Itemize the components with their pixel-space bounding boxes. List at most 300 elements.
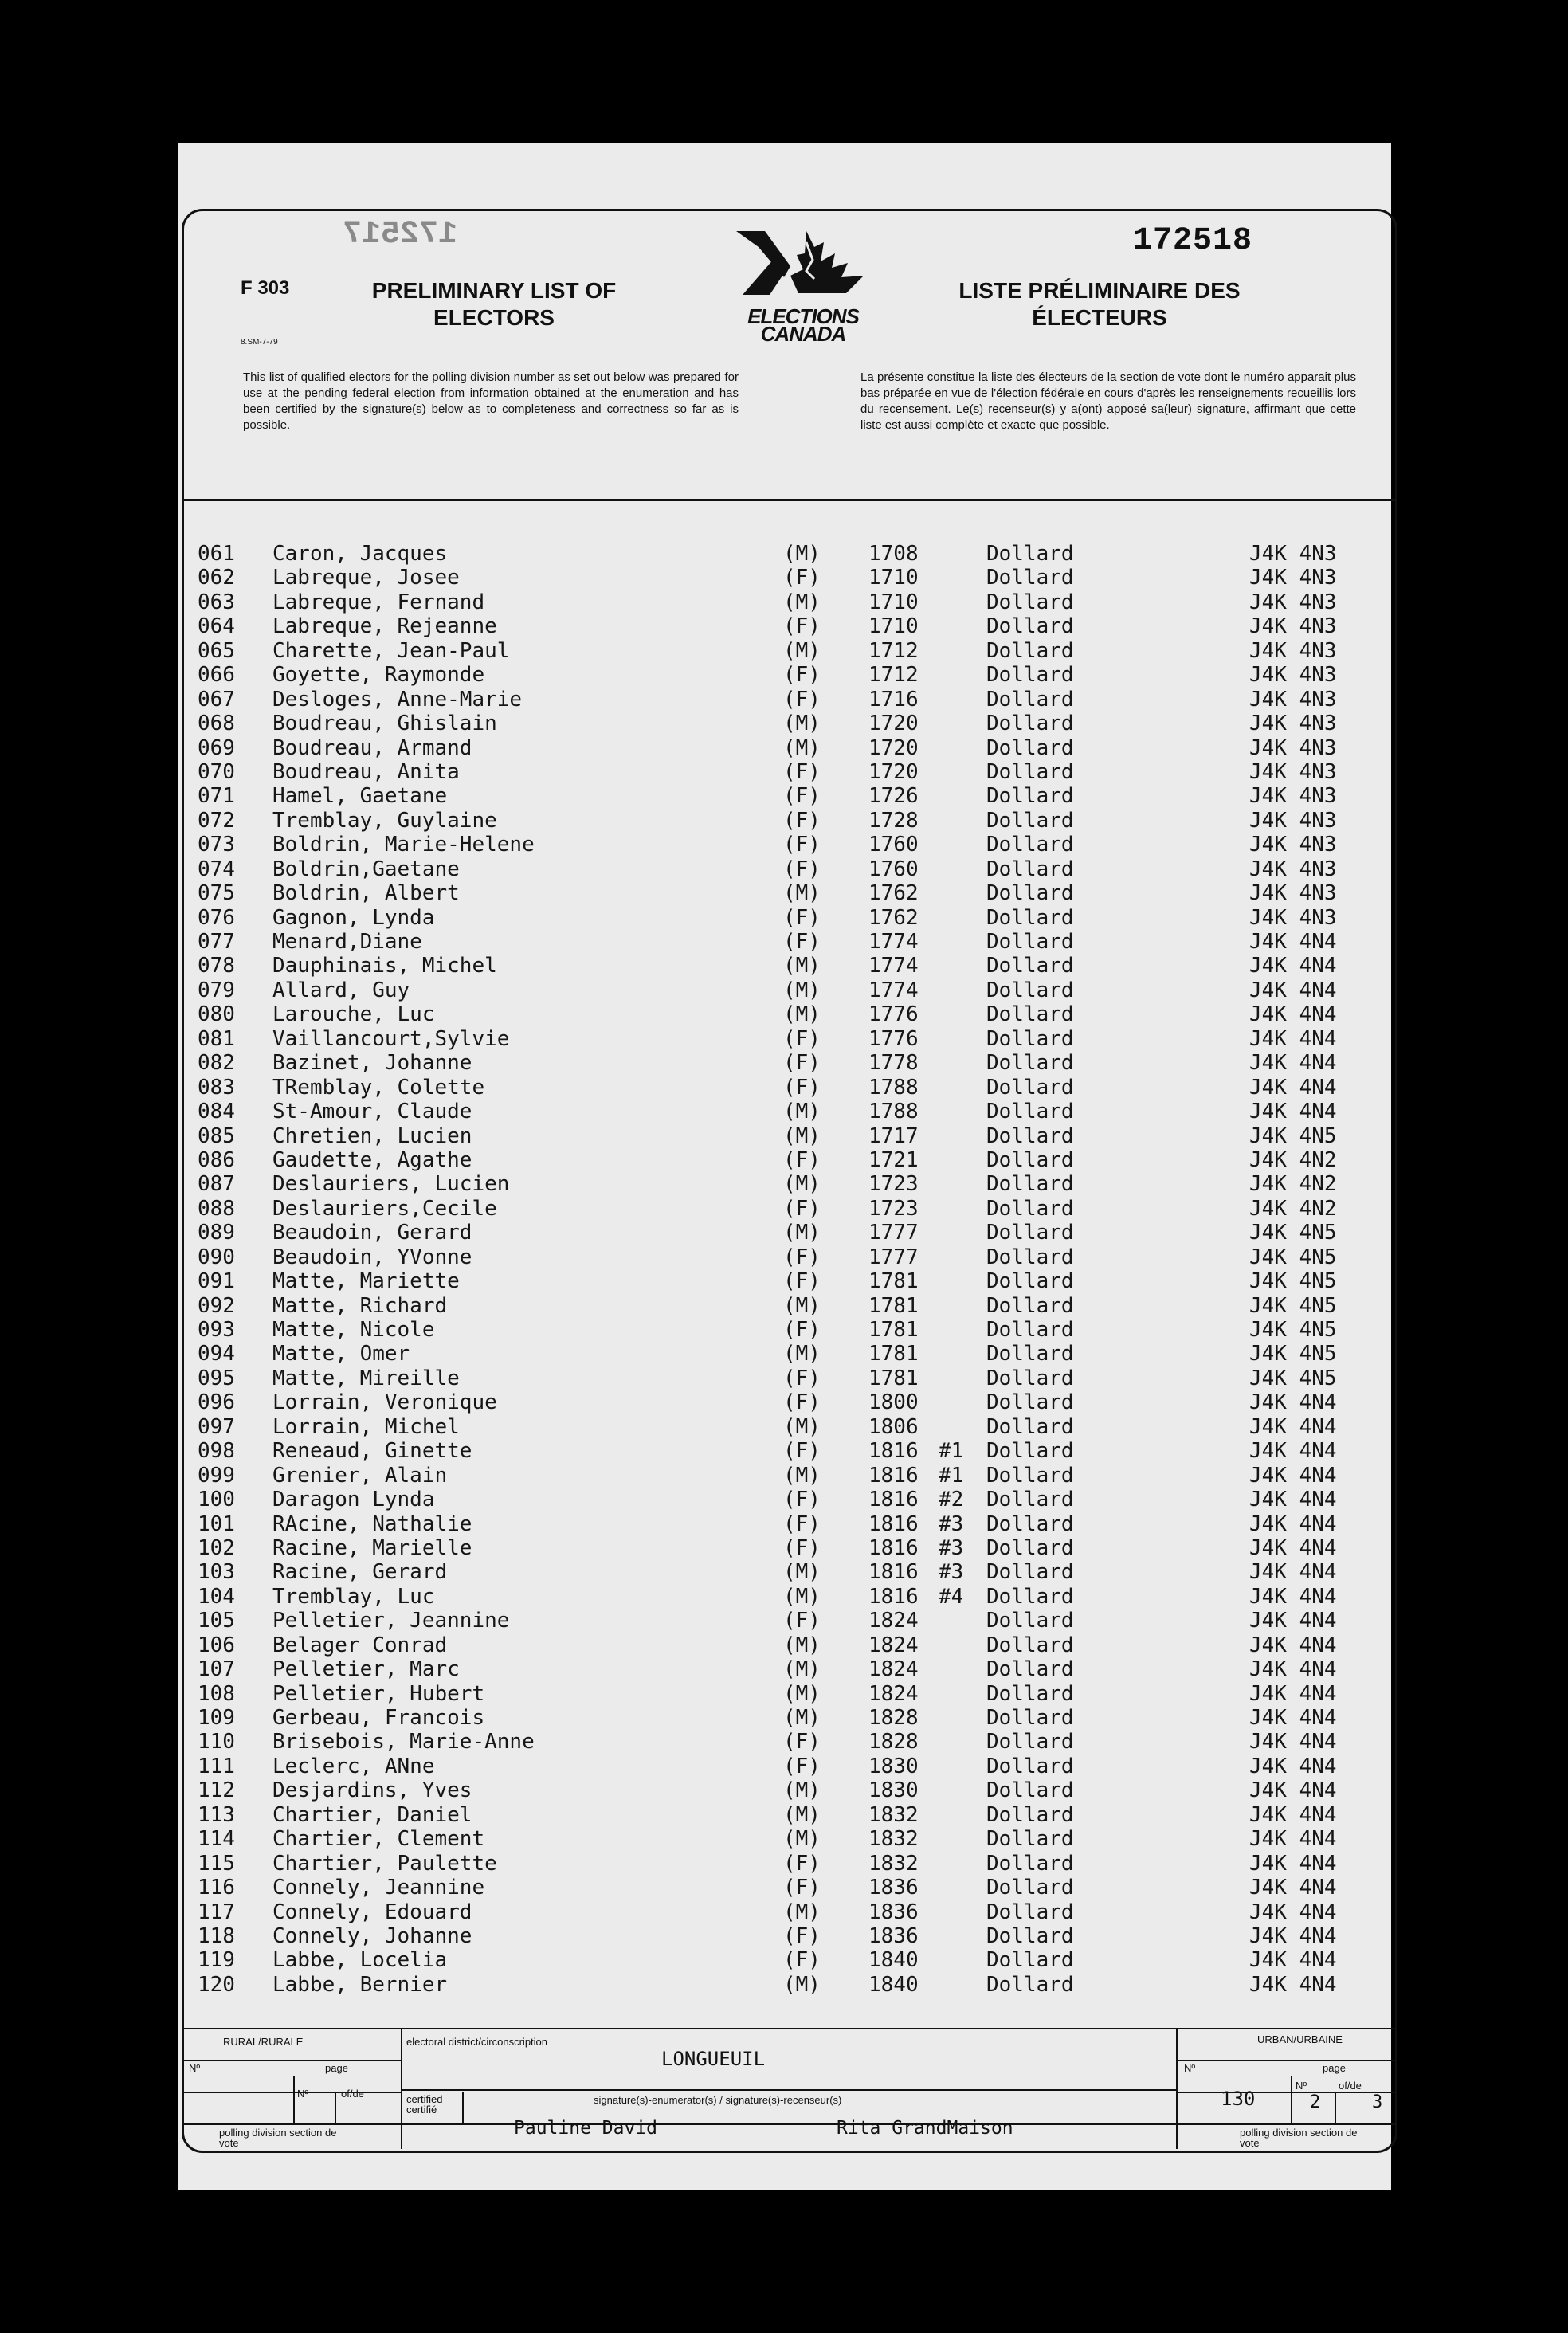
rural-page-label: page [325, 2062, 348, 2074]
elector-name: Labreque, Fernand [272, 590, 485, 614]
elector-sex: (M) [783, 1584, 821, 1609]
elector-sex: (M) [783, 1414, 821, 1439]
elector-row [198, 1924, 1377, 1948]
elector-row [198, 1682, 1377, 1706]
elector-sex: (F) [783, 1269, 821, 1294]
civic-number: 1762 [868, 905, 919, 930]
title-english: PRELIMINARY LIST OF ELECTORS [371, 278, 617, 330]
street-name: Dollard [986, 1535, 1074, 1560]
elector-name: Beaudoin, Gerard [272, 1221, 472, 1245]
elector-name: Bazinet, Johanne [272, 1051, 472, 1076]
elector-name: Gaudette, Agathe [272, 1147, 472, 1172]
elector-name: Racine, Marielle [272, 1535, 472, 1560]
elector-number: 106 [198, 1633, 235, 1657]
postal-code: J4K 4N4 [1249, 1681, 1337, 1706]
elector-sex: (F) [783, 1366, 821, 1390]
elector-name: Pelletier, Marc [272, 1657, 460, 1682]
postal-code: J4K 4N4 [1249, 1560, 1337, 1585]
street-name: Dollard [986, 1100, 1074, 1124]
elector-row [198, 1245, 1377, 1269]
civic-number: 1832 [868, 1851, 919, 1876]
elector-number: 094 [198, 1342, 235, 1366]
postal-code: J4K 4N4 [1249, 1609, 1337, 1633]
elector-name: Deslauriers, Lucien [272, 1172, 510, 1197]
elector-number: 092 [198, 1293, 235, 1318]
form-number: F 303 [241, 277, 290, 299]
form-code: 8.SM-7-79 [241, 338, 278, 347]
elector-row [198, 566, 1377, 590]
elector-name: Boudreau, Ghislain [272, 712, 497, 736]
footer-divider-urban [1176, 2029, 1178, 2149]
elector-row [198, 1148, 1377, 1172]
postal-code: J4K 4N2 [1249, 1196, 1337, 1221]
elector-name: Chretien, Lucien [272, 1123, 472, 1148]
street-name: Dollard [986, 1269, 1074, 1294]
civic-number: 1781 [868, 1318, 919, 1342]
civic-number: 1828 [868, 1706, 919, 1730]
civic-number: 1840 [868, 1948, 919, 1973]
elector-row [198, 1827, 1377, 1851]
elector-name: Chartier, Clement [272, 1827, 485, 1852]
civic-number: 1774 [868, 978, 919, 1002]
postal-code: J4K 4N4 [1249, 1948, 1337, 1973]
elector-number: 103 [198, 1560, 235, 1585]
footer-urban-col [1291, 2076, 1292, 2123]
civic-number: 1776 [868, 1002, 919, 1027]
elector-name: Allard, Guy [272, 978, 410, 1002]
elector-number: 114 [198, 1827, 235, 1852]
elector-row [198, 930, 1377, 954]
elector-name: Daragon Lynda [272, 1488, 435, 1512]
elector-sex: (F) [783, 857, 821, 881]
footer-rural-rule [182, 2060, 401, 2061]
elector-number: 072 [198, 808, 235, 833]
elector-number: 090 [198, 1245, 235, 1269]
civic-number: 1824 [868, 1609, 919, 1633]
signature-label: signature(s)-enumerator(s) / signature(s)-recenseur(s) [594, 2094, 842, 2106]
elector-sex: (F) [783, 687, 821, 712]
civic-number: 1806 [868, 1414, 919, 1439]
elector-number: 084 [198, 1100, 235, 1124]
civic-number: 1710 [868, 590, 919, 614]
elector-sex: (F) [783, 1609, 821, 1633]
street-name: Dollard [986, 1512, 1074, 1536]
elector-number: 086 [198, 1147, 235, 1172]
elector-number: 116 [198, 1876, 235, 1900]
postal-code: J4K 4N4 [1249, 1026, 1337, 1051]
elector-sex: (F) [783, 1535, 821, 1560]
signature-2: Rita GrandMaison [837, 2118, 1013, 2139]
postal-code: J4K 4N4 [1249, 1633, 1337, 1657]
street-name: Dollard [986, 712, 1074, 736]
header-divider [182, 499, 1397, 501]
elector-number: 085 [198, 1123, 235, 1148]
apartment-number: #1 [939, 1439, 964, 1464]
elector-sex: (F) [783, 1390, 821, 1415]
elector-sex: (M) [783, 1002, 821, 1027]
civic-number: 1774 [868, 954, 919, 978]
postal-code: J4K 4N3 [1249, 857, 1337, 881]
civic-number: 1830 [868, 1754, 919, 1778]
elector-row [198, 1318, 1377, 1342]
elector-sex: (M) [783, 1657, 821, 1682]
elector-row [198, 1076, 1377, 1100]
elector-number: 095 [198, 1366, 235, 1390]
civic-number: 1777 [868, 1245, 919, 1269]
civic-number: 1788 [868, 1075, 919, 1100]
elector-sex: (F) [783, 1512, 821, 1536]
elector-row [198, 1366, 1377, 1390]
elector-name: Matte, Mariette [272, 1269, 460, 1294]
elector-sex: (M) [783, 638, 821, 663]
street-name: Dollard [986, 1584, 1074, 1609]
street-name: Dollard [986, 1923, 1074, 1948]
elector-row [198, 1560, 1377, 1584]
postal-code: J4K 4N5 [1249, 1293, 1337, 1318]
footer-rural-col [293, 2076, 295, 2123]
elector-number: 067 [198, 687, 235, 712]
elector-row [198, 833, 1377, 857]
elector-number: 120 [198, 1972, 235, 1997]
rural-no2-label: Nº [297, 2088, 309, 2100]
elector-row [198, 809, 1377, 833]
elector-name: Boldrin, Albert [272, 881, 460, 906]
page-of-value: 3 [1372, 2092, 1383, 2112]
street-name: Dollard [986, 1147, 1074, 1172]
elector-row [198, 1124, 1377, 1148]
postal-code: J4K 4N4 [1249, 1512, 1337, 1536]
postal-code: J4K 4N4 [1249, 1002, 1337, 1027]
elector-name: Pelletier, Hubert [272, 1681, 485, 1706]
elector-sex: (F) [783, 1439, 821, 1464]
elector-name: Lorrain, Veronique [272, 1390, 497, 1415]
elector-sex: (F) [783, 1488, 821, 1512]
elector-name: Deslauriers,Cecile [272, 1196, 497, 1221]
elector-number: 066 [198, 663, 235, 688]
postal-code: J4K 4N4 [1249, 1535, 1337, 1560]
street-name: Dollard [986, 542, 1074, 566]
postal-code: J4K 4N3 [1249, 833, 1337, 857]
street-name: Dollard [986, 1948, 1074, 1973]
elector-name: Labbe, Bernier [272, 1972, 448, 1997]
postal-code: J4K 4N3 [1249, 784, 1337, 809]
street-name: Dollard [986, 1827, 1074, 1852]
elector-row [198, 688, 1377, 712]
civic-number: 1800 [868, 1390, 919, 1415]
elector-name: Menard,Diane [272, 930, 422, 954]
elector-number: 074 [198, 857, 235, 881]
elector-number: 075 [198, 881, 235, 906]
apartment-number: #3 [939, 1560, 964, 1585]
elector-number: 102 [198, 1535, 235, 1560]
elector-name: Chartier, Paulette [272, 1851, 497, 1876]
elector-sex: (F) [783, 1851, 821, 1876]
elector-sex: (M) [783, 1221, 821, 1245]
footer-signature-rule [401, 2089, 1176, 2091]
civic-number: 1760 [868, 833, 919, 857]
footer-certified-col [462, 2092, 464, 2123]
elector-sex: (M) [783, 1293, 821, 1318]
elector-row [198, 881, 1377, 905]
postal-code: J4K 4N4 [1249, 954, 1337, 978]
civic-number: 1708 [868, 542, 919, 566]
postal-code: J4K 4N3 [1249, 614, 1337, 639]
elector-sex: (F) [783, 1876, 821, 1900]
street-name: Dollard [986, 614, 1074, 639]
elector-sex: (M) [783, 1827, 821, 1852]
postal-code: J4K 4N5 [1249, 1123, 1337, 1148]
street-name: Dollard [986, 1318, 1074, 1342]
urban-no-value: 130 [1221, 2088, 1256, 2110]
elector-number: 081 [198, 1026, 235, 1051]
footer-top-border [182, 2028, 1397, 2029]
elector-row [198, 614, 1377, 638]
elector-sex: (F) [783, 1075, 821, 1100]
postal-code: J4K 4N5 [1249, 1366, 1337, 1390]
street-name: Dollard [986, 1488, 1074, 1512]
street-name: Dollard [986, 1221, 1074, 1245]
civic-number: 1788 [868, 1100, 919, 1124]
elector-number: 082 [198, 1051, 235, 1076]
postal-code: J4K 4N3 [1249, 881, 1337, 906]
elector-row [198, 978, 1377, 1002]
postal-code: J4K 4N5 [1249, 1342, 1337, 1366]
elector-sex: (M) [783, 1463, 821, 1488]
elector-number: 079 [198, 978, 235, 1002]
elector-number: 108 [198, 1681, 235, 1706]
rural-no-label: Nº [189, 2062, 201, 2074]
elector-name: Labbe, Locelia [272, 1948, 448, 1973]
postal-code: J4K 4N4 [1249, 1900, 1337, 1924]
postal-code: J4K 4N3 [1249, 687, 1337, 712]
elector-number: 083 [198, 1075, 235, 1100]
civic-number: 1723 [868, 1196, 919, 1221]
elector-number: 078 [198, 954, 235, 978]
civic-number: 1781 [868, 1366, 919, 1390]
civic-number: 1824 [868, 1657, 919, 1682]
street-name: Dollard [986, 1414, 1074, 1439]
street-name: Dollard [986, 1026, 1074, 1051]
postal-code: J4K 4N4 [1249, 1051, 1337, 1076]
electors-list [198, 542, 1377, 1997]
postal-code: J4K 4N3 [1249, 905, 1337, 930]
elector-name: Racine, Gerard [272, 1560, 448, 1585]
street-name: Dollard [986, 735, 1074, 760]
elector-number: 061 [198, 542, 235, 566]
street-name: Dollard [986, 1633, 1074, 1657]
postal-code: J4K 4N5 [1249, 1221, 1337, 1245]
street-name: Dollard [986, 1730, 1074, 1755]
civic-number: 1774 [868, 930, 919, 954]
civic-number: 1712 [868, 638, 919, 663]
street-name: Dollard [986, 1609, 1074, 1633]
postal-code: J4K 4N4 [1249, 1488, 1337, 1512]
postal-code: J4K 4N3 [1249, 759, 1337, 784]
elector-number: 115 [198, 1851, 235, 1876]
elector-name: Matte, Omer [272, 1342, 410, 1366]
civic-number: 1836 [868, 1900, 919, 1924]
street-name: Dollard [986, 759, 1074, 784]
elector-name: Labreque, Rejeanne [272, 614, 497, 639]
apartment-number: #3 [939, 1512, 964, 1536]
postal-code: J4K 4N2 [1249, 1147, 1337, 1172]
postal-code: J4K 4N3 [1249, 808, 1337, 833]
elector-name: Charette, Jean-Paul [272, 638, 510, 663]
urban-of-label: of/de [1339, 2080, 1362, 2092]
civic-number: 1781 [868, 1269, 919, 1294]
street-name: Dollard [986, 1051, 1074, 1076]
postal-code: J4K 4N3 [1249, 663, 1337, 688]
elector-row [198, 1778, 1377, 1802]
footer-urban-rule [1176, 2060, 1397, 2061]
elector-row [198, 1852, 1377, 1876]
civic-number: 1824 [868, 1633, 919, 1657]
street-name: Dollard [986, 978, 1074, 1002]
civic-number: 1832 [868, 1802, 919, 1827]
elector-row [198, 1294, 1377, 1318]
elector-name: Boudreau, Anita [272, 759, 460, 784]
elector-sex: (F) [783, 1730, 821, 1755]
elector-name: Chartier, Daniel [272, 1802, 472, 1827]
postal-code: J4K 4N4 [1249, 1851, 1337, 1876]
postal-code: J4K 4N3 [1249, 735, 1337, 760]
elector-name: Matte, Richard [272, 1293, 448, 1318]
street-name: Dollard [986, 1972, 1074, 1997]
street-name: Dollard [986, 930, 1074, 954]
elector-row [198, 590, 1377, 614]
elector-sex: (F) [783, 784, 821, 809]
elector-number: 070 [198, 759, 235, 784]
elector-row [198, 736, 1377, 760]
elector-number: 104 [198, 1584, 235, 1609]
postal-code: J4K 4N4 [1249, 1439, 1337, 1464]
elector-sex: (M) [783, 735, 821, 760]
elector-name: Hamel, Gaetane [272, 784, 448, 809]
elector-name: Matte, Nicole [272, 1318, 435, 1342]
elector-name: Boldrin,Gaetane [272, 857, 460, 881]
street-name: Dollard [986, 1366, 1074, 1390]
elector-name: Connely, Johanne [272, 1923, 472, 1948]
civic-number: 1760 [868, 857, 919, 881]
street-name: Dollard [986, 590, 1074, 614]
elector-row [198, 1657, 1377, 1681]
postal-code: J4K 4N2 [1249, 1172, 1337, 1197]
street-name: Dollard [986, 1196, 1074, 1221]
civic-number: 1728 [868, 808, 919, 833]
civic-number: 1840 [868, 1972, 919, 1997]
elector-sex: (M) [783, 1560, 821, 1585]
page-no-value: 2 [1310, 2092, 1321, 2112]
civic-number: 1816 [868, 1560, 919, 1585]
elector-number: 065 [198, 638, 235, 663]
elector-row [198, 906, 1377, 930]
street-name: Dollard [986, 1390, 1074, 1415]
elector-row [198, 1002, 1377, 1026]
street-name: Dollard [986, 1245, 1074, 1269]
elector-sex: (F) [783, 566, 821, 590]
civic-number: 1816 [868, 1488, 919, 1512]
apartment-number: #4 [939, 1584, 964, 1609]
civic-number: 1816 [868, 1535, 919, 1560]
civic-number: 1824 [868, 1681, 919, 1706]
elector-sex: (M) [783, 1778, 821, 1803]
elector-row [198, 760, 1377, 784]
elector-sex: (M) [783, 1172, 821, 1197]
civic-number: 1816 [868, 1439, 919, 1464]
elector-row [198, 784, 1377, 808]
elector-number: 096 [198, 1390, 235, 1415]
postal-code: J4K 4N4 [1249, 1075, 1337, 1100]
elector-name: Labreque, Josee [272, 566, 460, 590]
street-name: Dollard [986, 638, 1074, 663]
elector-sex: (F) [783, 808, 821, 833]
elector-row [198, 1948, 1377, 1972]
street-name: Dollard [986, 1293, 1074, 1318]
elector-name: Tremblay, Guylaine [272, 808, 497, 833]
elector-sex: (F) [783, 930, 821, 954]
elector-name: Lorrain, Michel [272, 1414, 460, 1439]
civic-number: 1720 [868, 759, 919, 784]
elector-sex: (M) [783, 1681, 821, 1706]
elector-row [198, 1609, 1377, 1633]
elector-sex: (F) [783, 1245, 821, 1269]
elector-number: 098 [198, 1439, 235, 1464]
postal-code: J4K 4N5 [1249, 1269, 1337, 1294]
civic-number: 1721 [868, 1147, 919, 1172]
street-name: Dollard [986, 1560, 1074, 1585]
postal-code: J4K 4N4 [1249, 1778, 1337, 1803]
rural-label: RURAL/RURALE [223, 2036, 304, 2048]
street-name: Dollard [986, 1075, 1074, 1100]
postal-code: J4K 4N4 [1249, 1972, 1337, 1997]
postal-code: J4K 4N3 [1249, 638, 1337, 663]
elector-sex: (F) [783, 663, 821, 688]
street-name: Dollard [986, 808, 1074, 833]
elector-row [198, 1512, 1377, 1536]
elector-sex: (M) [783, 1900, 821, 1924]
signature-1: Pauline David [514, 2118, 658, 2139]
civic-number: 1712 [868, 663, 919, 688]
elector-row [198, 639, 1377, 663]
street-name: Dollard [986, 954, 1074, 978]
street-name: Dollard [986, 1463, 1074, 1488]
elector-name: St-Amour, Claude [272, 1100, 472, 1124]
intro-french: La présente constitue la liste des électeurs de la section de vote dont le numéro apparait plus bas préparée en vue de l'élection fédérale en cours d'après les renseignements recueillis lors du recensement. Le(s) recenseur(s) y a(ont) apposé sa(leur) signature, affirmant que cette liste est aussi complète et exacte que possible. [860, 371, 1356, 432]
street-name: Dollard [986, 1778, 1074, 1803]
postal-code: J4K 4N4 [1249, 1876, 1337, 1900]
elector-sex: (F) [783, 614, 821, 639]
logo-text: ELECTIONS CANADA [747, 304, 859, 346]
street-name: Dollard [986, 784, 1074, 809]
apartment-number: #2 [939, 1488, 964, 1512]
elector-name: Vaillancourt,Sylvie [272, 1026, 510, 1051]
urban-label: URBAN/URBAINE [1257, 2033, 1343, 2045]
civic-number: 1781 [868, 1342, 919, 1366]
apartment-number: #1 [939, 1463, 964, 1488]
elector-name: Boldrin, Marie-Helene [272, 833, 535, 857]
elector-row [198, 1803, 1377, 1827]
street-name: Dollard [986, 1802, 1074, 1827]
elector-row [198, 1390, 1377, 1414]
footer-rural-rule-2 [182, 2092, 401, 2093]
elector-sex: (F) [783, 905, 821, 930]
rural-of-label: of/de [341, 2088, 364, 2100]
postal-code: J4K 4N4 [1249, 1414, 1337, 1439]
elector-number: 076 [198, 905, 235, 930]
postal-code: J4K 4N4 [1249, 1802, 1337, 1827]
street-name: Dollard [986, 1657, 1074, 1682]
elector-sex: (M) [783, 1972, 821, 1997]
